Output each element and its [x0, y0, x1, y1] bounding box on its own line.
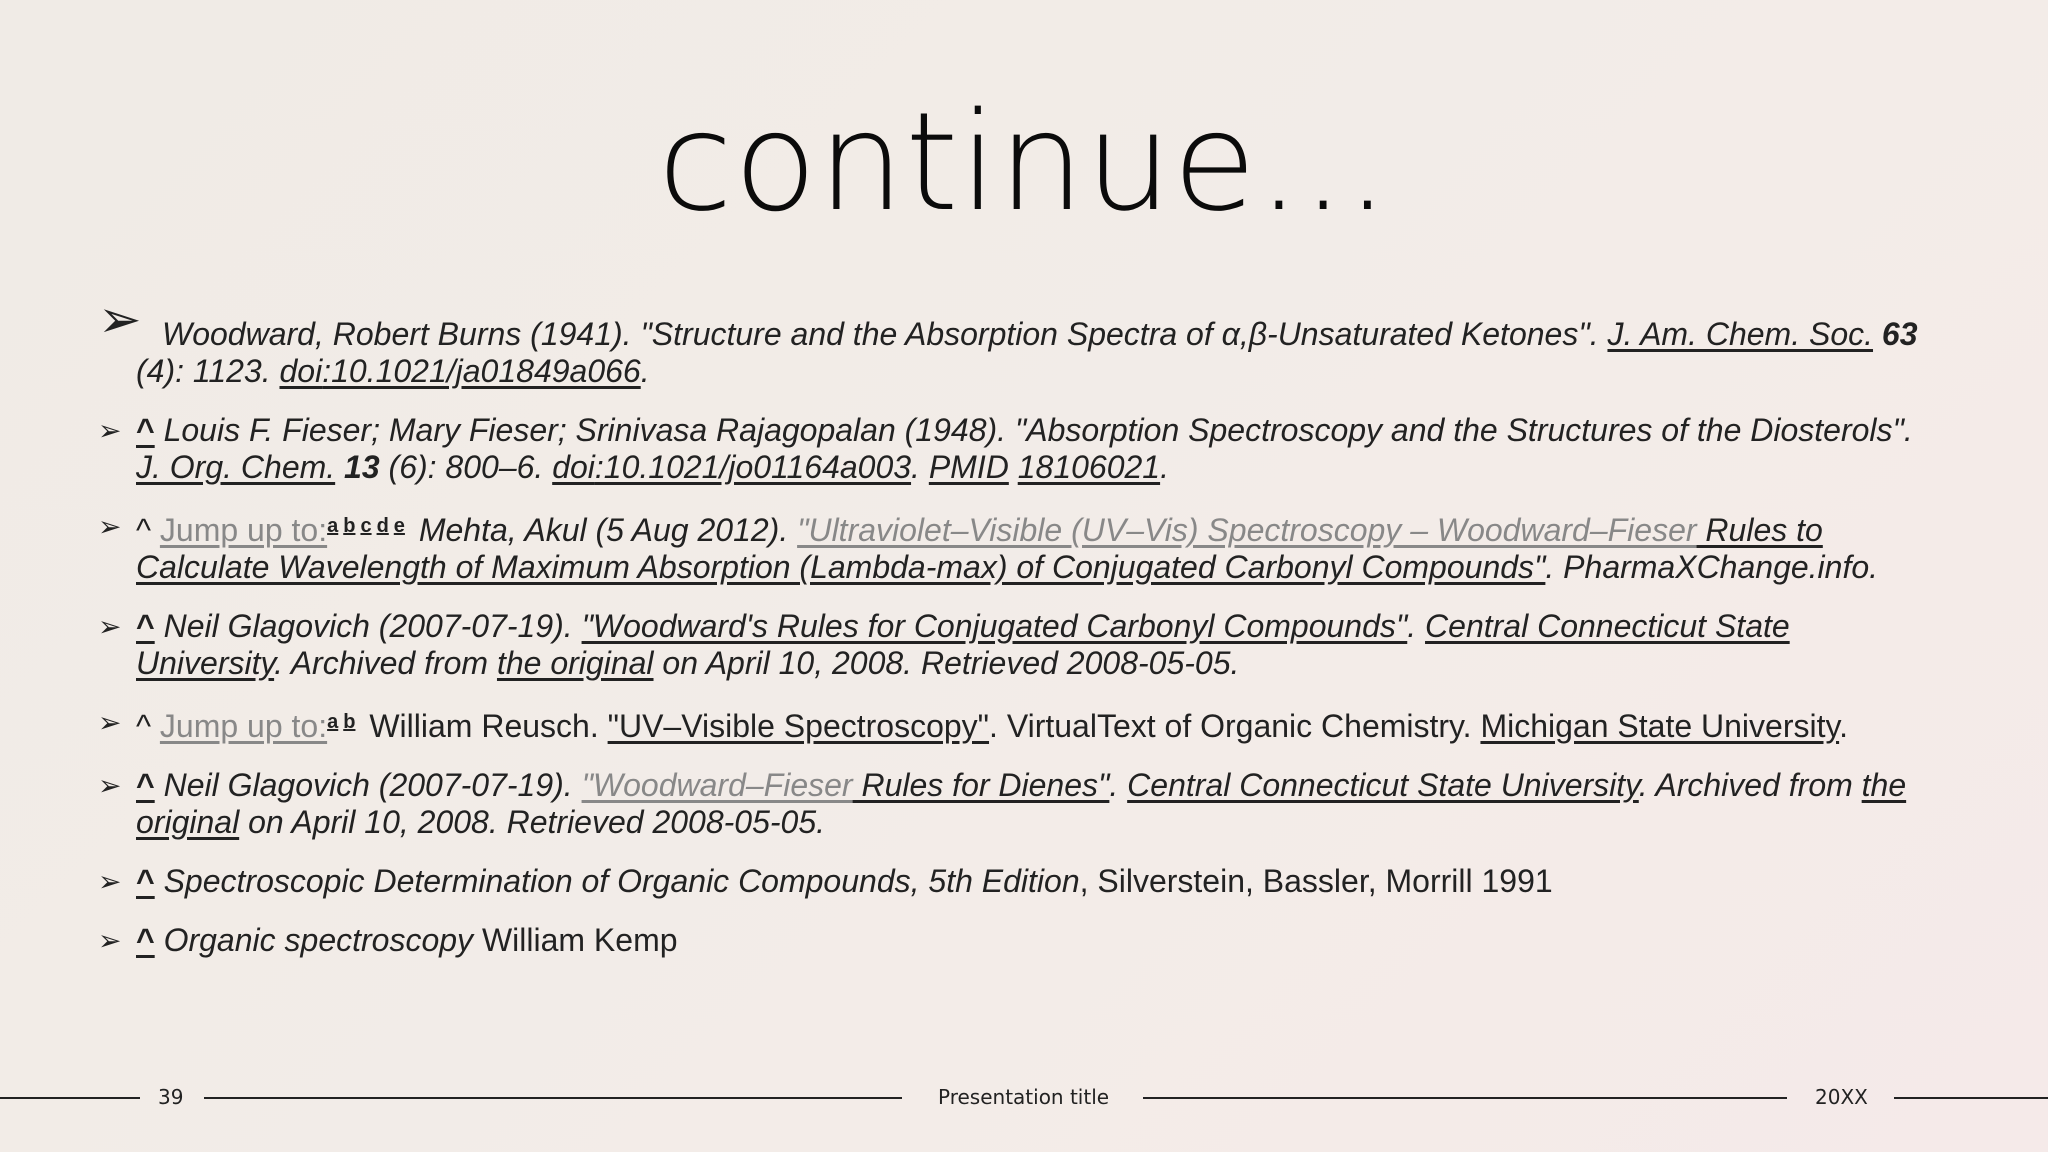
jump-link-a[interactable]: a: [327, 515, 339, 537]
arrowhead-bullet-icon: ➢: [98, 611, 122, 642]
reference-item: [98, 863, 1928, 900]
reference-item: ➢ ^ Jump up to:$^a$ $^b$ $^c$ $^d$ $^e$ Mehta, Akul (5 Aug 2012). "Ultraviolet–Visible (UV–Vis) Spectroscopy – Woodward–Fieser Rules to Calculate Wavelength of Maximum Absorption (Lambda-max) of Conjugated Carbonyl Compounds". PharmaXChange.info.: [98, 511, 1879, 585]
slide-title: continue...: [657, 84, 1391, 242]
reference-list: [98, 291, 1928, 981]
reference-item: ➢ ^ Neil Glagovich (2007-07-19). "Woodward–Fieser Rules for Dienes". Central Connecticut State University. Archived from the original on April 10, 2008. Retrieved 2008-05-05.: [98, 767, 1907, 840]
jump-link-d[interactable]: d: [376, 515, 389, 537]
doi-link[interactable]: :10.1021/ja01849a066: [322, 353, 641, 389]
jump-link-b[interactable]: b: [343, 515, 356, 537]
arrowhead-bullet-icon: ➢: [98, 866, 122, 897]
reference-item: ➢ Woodward, Robert Burns (1941). "Structure and the Absorption Spectra of α,β-Unsaturated Ketones". J. Am. Chem. Soc. 63 (4): 1123. doi:10.1021/ja01849a066.: [98, 291, 1918, 389]
reference-item: ➢ ^ Louis F. Fieser; Mary Fieser; Srinivasa Rajagopalan (1948). "Absorption Spectroscopy and the Structures of the Diosterols". J. Org. Chem. 13 (6): 800–6. doi:10.1021/jo01164a003. PMID 18106021.: [98, 412, 1913, 485]
jump-link-c[interactable]: c: [360, 515, 372, 537]
reference-item: ➢ ^ Neil Glagovich (2007-07-19). "Woodward's Rules for Conjugated Carbonyl Compounds". Central Connecticut State University. Archived from the original on April 10, 2008. Retrieved 2008-05-05.: [98, 608, 1790, 681]
footer-divider: [204, 1097, 902, 1099]
pmid-label-link[interactable]: PMID: [928, 449, 1009, 485]
reference-text: Louis F. Fieser; Mary Fieser; Srinivasa Rajagopalan (1948). "Absorption Spectroscopy and the Structures of the Diosterols".: [154, 412, 1913, 448]
reference-text: William Reusch.: [360, 708, 608, 744]
footer-divider: [1894, 1097, 2048, 1099]
arrowhead-bullet-icon: ➢: [98, 707, 122, 738]
back-link-caret[interactable]: ^: [136, 767, 155, 803]
reference-text: Mehta, Akul (5 Aug 2012).: [409, 512, 798, 548]
original-link[interactable]: the original: [136, 767, 1907, 840]
article-link[interactable]: Rules to Calculate Wavelength of Maximum Absorption (Lambda-max) of Conjugated Carbonyl Compounds": [136, 512, 1823, 585]
arrowhead-bullet-icon: ➢: [98, 415, 122, 446]
back-link-caret[interactable]: ^: [136, 922, 155, 958]
footer-divider: [1143, 1097, 1787, 1099]
volume: 63: [1881, 316, 1918, 352]
footer-year: 20XX: [1815, 1085, 1868, 1109]
jump-up-link[interactable]: Jump up to:: [159, 708, 328, 744]
footer-divider: [0, 1097, 140, 1099]
arrowhead-bullet-icon: ➢: [98, 291, 142, 349]
presentation-title: Presentation title: [938, 1085, 1110, 1109]
journal-link[interactable]: J. Am. Chem. Soc.: [1607, 316, 1874, 352]
back-link-caret[interactable]: ^: [136, 412, 155, 448]
article-link-visited[interactable]: "Woodward–Fieser: [581, 767, 853, 803]
publisher-link[interactable]: Central Connecticut State University: [1127, 767, 1639, 803]
arrowhead-bullet-icon: ➢: [98, 925, 122, 956]
jump-up-link[interactable]: Jump up to:: [159, 512, 328, 548]
reference-text: Woodward, Robert Burns (1941). "Structure and the Absorption Spectra of α,β-Unsaturated Ketones".: [162, 316, 1608, 352]
doi-label-link[interactable]: doi: [552, 449, 595, 485]
publisher-link[interactable]: Michigan State University: [1480, 708, 1840, 744]
volume: 13: [344, 449, 380, 485]
article-link[interactable]: "UV–Visible Spectroscopy": [607, 708, 990, 744]
back-link-caret[interactable]: ^: [136, 863, 155, 899]
article-link[interactable]: Rules for Dienes": [852, 767, 1110, 803]
book-authors: William Kemp: [473, 922, 678, 958]
publisher-link[interactable]: Central Connecticut State University: [136, 608, 1790, 681]
reference-item: ➢ ^ Jump up to:$^a$ $^b$ William Reusch. "UV–Visible Spectroscopy". VirtualText of Organic Chemistry. Michigan State University.: [98, 707, 1848, 744]
journal-link[interactable]: J. Org. Chem.: [136, 449, 336, 485]
back-link-caret: ^: [136, 512, 152, 548]
jump-link-b[interactable]: b: [343, 711, 356, 733]
slide-footer: [0, 1082, 2048, 1112]
pmid-link[interactable]: 18106021: [1017, 449, 1161, 485]
arrowhead-bullet-icon: ➢: [98, 511, 122, 542]
book-title: Organic spectroscopy: [154, 922, 474, 958]
jump-link-a[interactable]: a: [327, 711, 339, 733]
arrowhead-bullet-icon: ➢: [98, 770, 122, 801]
doi-link[interactable]: :10.1021/jo01164a003: [594, 449, 912, 485]
page-number: 39: [158, 1085, 184, 1109]
book-authors: , Silverstein, Bassler, Morrill 1991: [1079, 863, 1553, 899]
doi-label-link[interactable]: doi: [279, 353, 323, 389]
reference-item: [98, 922, 1928, 959]
reference-text: Neil Glagovich (2007-07-19).: [154, 608, 582, 644]
article-link-visited[interactable]: "Ultraviolet–Visible (UV–Vis) Spectroscopy – Woodward–Fieser: [797, 512, 1697, 548]
article-link[interactable]: "Woodward's Rules for Conjugated Carbonyl Compounds": [581, 608, 1408, 644]
book-title: Spectroscopic Determination of Organic Compounds, 5th Edition: [154, 863, 1080, 899]
back-link-caret[interactable]: ^: [136, 608, 155, 644]
reference-text: Neil Glagovich (2007-07-19).: [154, 767, 582, 803]
reference-text: (4): 1123.: [136, 353, 280, 389]
back-link-caret: ^: [136, 708, 152, 744]
jump-link-e[interactable]: e: [393, 515, 405, 537]
original-link[interactable]: the original: [496, 645, 654, 681]
